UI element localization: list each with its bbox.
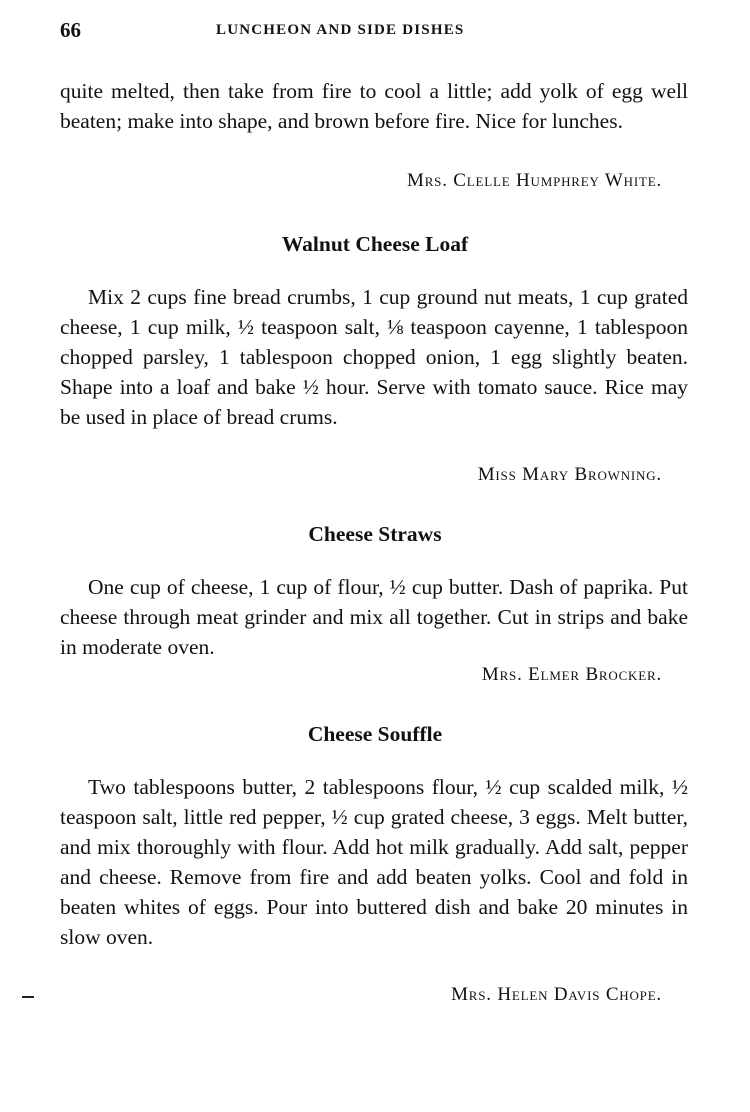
recipe-title-cheese-straws: Cheese Straws bbox=[308, 522, 442, 546]
section-title: LUNCHEON AND SIDE DISHES bbox=[216, 22, 465, 38]
page-number: 66 bbox=[60, 18, 81, 42]
recipe-body-cheese-straws bbox=[60, 572, 688, 662]
recipe-attribution-walnut-cheese-loaf: Miss Mary Browning. bbox=[477, 464, 662, 485]
recipe-attribution-cheese-souffle: Mrs. Helen Davis Chope. bbox=[451, 984, 662, 1005]
recipe-paragraph: One cup of cheese, 1 cup of flour, ½ cup butter. Dash of paprika. Put cheese through meat grinder and mix all together. Cut in strips and bake in moderate oven. bbox=[60, 575, 688, 659]
continuation-attribution: Mrs. Clelle Humphrey White. bbox=[407, 170, 662, 191]
margin-mark bbox=[22, 996, 34, 998]
recipe-title-walnut-cheese-loaf: Walnut Cheese Loaf bbox=[281, 232, 469, 256]
recipe-paragraph: Mix 2 cups fine bread crumbs, 1 cup ground nut meats, 1 cup grated cheese, 1 cup milk, ½ teaspoon salt, ⅛ teaspoon cayenne, 1 tablespoon chopped parsley, 1 tablespoon chopped onion, 1 egg slightly beaten. Shape into a loaf and bake ½ hour. Serve with tomato sauce. Rice may be used in place of bread crums. bbox=[60, 285, 688, 429]
recipe-title-cheese-souffle: Cheese Souffle bbox=[307, 722, 443, 746]
recipe-body-cheese-souffle bbox=[60, 772, 688, 952]
running-head bbox=[60, 18, 690, 46]
recipe-paragraph: Two tablespoons butter, 2 tablespoons flour, ½ cup scalded milk, ½ teaspoon salt, little red pepper, ½ cup grated cheese, 3 eggs. Melt butter, and mix thoroughly with flour. Add hot milk gradually. Add salt, pepper and cheese. Remove from fire and add beaten yolks. Cool and fold in beaten whites of eggs. Pour into buttered dish and bake 20 minutes in slow oven. bbox=[60, 775, 688, 949]
continuation-paragraph: quite melted, then take from fire to cool a little; add yolk of egg well beaten; make into shape, and brown before fire. Nice for lunches. bbox=[60, 79, 688, 133]
continuation-text bbox=[60, 76, 688, 136]
recipe-attribution-cheese-straws: Mrs. Elmer Brocker. bbox=[481, 664, 662, 685]
recipe-body-walnut-cheese-loaf bbox=[60, 282, 688, 432]
